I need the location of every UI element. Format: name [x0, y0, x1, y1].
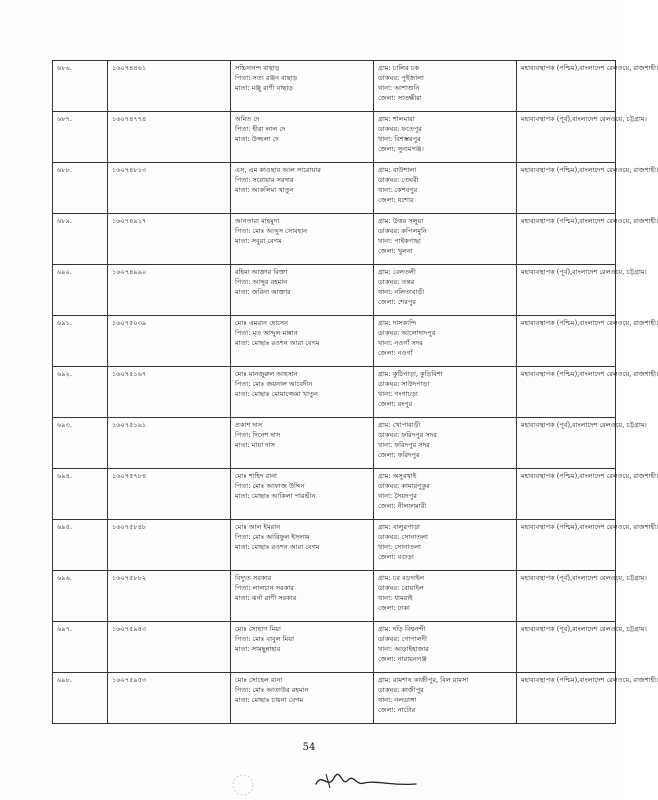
roll-number: ১৬০৭৪৯১৭	[112, 217, 147, 225]
address-thana: থানা: নলডাঙ্গা	[378, 696, 417, 704]
posting-office: মহাব্যবস্থাপক (পশ্চিম),বাংলাদেশ রেলওয়ে, রাজশাহী।	[521, 472, 658, 480]
address-post-office: ডাকঘর: সাউদপাড়া	[378, 380, 430, 388]
posting-cell	[517, 571, 647, 622]
table-row	[53, 469, 616, 520]
mother-name: মাতা: মোছাঃ মোয়াজ্জেমা খাতুন	[235, 390, 318, 398]
roll-number: ১৬০৭৪৪৬১	[112, 64, 147, 72]
address-cell	[374, 163, 517, 214]
father-name: পিতা: মোঃ আব্দুস সোবহান	[235, 227, 308, 235]
candidate-name: প্রকাশ দাস	[235, 421, 263, 429]
serial-cell	[53, 265, 108, 316]
address-district: জেলা: শেরপুর	[378, 298, 417, 306]
candidate-cell	[231, 316, 374, 367]
address-district: জেলা: বগুড়া	[378, 553, 414, 561]
address-district: জেলা: ফরিদপুর	[378, 451, 420, 459]
serial-cell	[53, 61, 108, 112]
posting-cell	[517, 520, 658, 571]
table-row	[53, 265, 616, 316]
roll-number: ১৬০৭৫৭৮৪	[112, 472, 147, 480]
candidate-name: মোঃ মানজুরুল আহসান	[235, 370, 298, 378]
address-district: জেলা: রংপুর	[378, 400, 413, 408]
father-name: পিতা: মোঃ জয়নাল আবেদীন	[235, 380, 313, 388]
address-cell	[374, 265, 517, 316]
father-name: পিতা: আব্দুর রহমান	[235, 278, 288, 286]
candidate-name: অমিত দে	[235, 115, 260, 123]
roll-cell	[108, 469, 231, 520]
address-post-office: ডাকঘর: আলোদাদপুর	[378, 329, 436, 337]
address-post-office: ডাকঘর: তন্তর	[378, 278, 415, 286]
posting-cell	[517, 622, 647, 673]
serial-cell	[53, 367, 108, 418]
roll-cell	[108, 571, 231, 622]
posting-cell	[517, 316, 658, 367]
serial-cell	[53, 316, 108, 367]
posting-office: মহাব্যবস্থাপক (পশ্চিম),বাংলাদেশ রেলওয়ে, রাজশাহী।	[521, 523, 658, 531]
address-cell	[374, 367, 517, 418]
address-thana: থানা: আড়াইহাজার	[378, 645, 429, 653]
serial-number: ৬৮৭.	[57, 115, 72, 123]
address-district: জেলা: সুনামগঞ্জ।	[378, 145, 424, 153]
roll-number: ১৬০৭৫৯৪৩	[112, 625, 147, 633]
table-row	[53, 61, 616, 112]
roll-cell	[108, 316, 231, 367]
address-cell	[374, 61, 517, 112]
roll-cell	[108, 367, 231, 418]
table-row	[53, 418, 616, 469]
posting-office: মহাব্যবস্থাপক (পশ্চিম),বাংলাদেশ রেলওয়ে, রাজশাহী।	[521, 370, 658, 378]
address-post-office: ডাকঘর: বোয়াইল	[378, 584, 424, 592]
candidate-cell	[231, 61, 374, 112]
father-name: পিতা: হীরা লাল দে	[235, 125, 286, 133]
page-number: 54	[302, 742, 316, 753]
father-name: পিতা: মোঃ আরিফুল ইসলাম	[235, 533, 310, 541]
address-village: গ্রাম: অসুরখাই	[378, 472, 417, 480]
table-row	[53, 112, 616, 163]
mother-name: মাতা: সবুরা বেগম	[235, 237, 282, 245]
father-name: পিতা: মোঃ আতাউর রহমান	[235, 686, 309, 694]
table-row	[53, 214, 616, 265]
address-village: গ্রাম: উত্তর সলুয়া	[378, 217, 424, 225]
roll-number: ১৬০৭৫১৯১	[112, 421, 147, 429]
mother-name: মাতা: মোছাঃ রওশন আরা বেগম	[235, 339, 320, 347]
candidate-cell	[231, 112, 374, 163]
posting-cell	[517, 163, 658, 214]
posting-cell	[517, 61, 658, 112]
posting-office: মহাব্যবস্থাপক (পূর্ব),বাংলাদেশ রেলওয়ে, চট্টগ্রাম।	[521, 268, 647, 276]
posting-cell	[517, 214, 658, 265]
posting-cell	[517, 265, 647, 316]
table-row	[53, 367, 616, 418]
candidate-cell	[231, 571, 374, 622]
candidate-name: মোঃ এমরান হোসেন	[235, 319, 289, 327]
address-village: গ্রাম: শালমারা	[378, 115, 415, 123]
address-post-office: ডাকঘর: সোনাতলা	[378, 533, 428, 541]
address-post-office: ডাকঘর: পুইজালা	[378, 74, 424, 82]
address-cell	[374, 622, 517, 673]
candidate-name: আনতারা মাহমুদা	[235, 217, 280, 225]
father-name: পিতা: মৃত আব্দুল মান্নান	[235, 329, 298, 337]
address-thana: থানা: আশাশুনি	[378, 84, 420, 92]
address-thana: থানা: সোনাতলা	[378, 543, 421, 551]
address-post-office: ডাকঘর: কপিলমুনি	[378, 227, 427, 235]
roll-cell	[108, 520, 231, 571]
table-row	[53, 316, 616, 367]
serial-number: ৬৯৭.	[57, 625, 72, 633]
serial-number: ৬৮৬.	[57, 64, 72, 72]
mother-name: মাতা: সামছুন্নাহার	[235, 645, 281, 653]
address-village: গ্রাম: বেলতলী	[378, 268, 416, 276]
serial-number: ৬৯৪.	[57, 472, 72, 480]
candidate-cell	[231, 673, 374, 724]
address-cell	[374, 520, 517, 571]
father-name: পিতা: সত্য রঞ্জন বাছাড়	[235, 74, 298, 82]
serial-number: ৬৯০.	[57, 268, 72, 276]
address-post-office: ডাকঘর: ফতেপুর	[378, 125, 422, 133]
candidate-name: রহিমা আক্তার রিক্তা	[235, 268, 288, 276]
address-cell	[374, 418, 517, 469]
roll-number: ১৬০৭৪৯৯০	[112, 268, 147, 276]
mother-name: মাতা: মোছাঃ রওশন আরা বেগম	[235, 543, 320, 551]
address-thana: থানা: পাইকগাছা	[378, 237, 421, 245]
mother-name: মাতা: ঝর্না রাণী সরকার	[235, 594, 297, 602]
address-village: গ্রাম: খোপাবাড়ী	[378, 421, 421, 429]
address-cell	[374, 571, 517, 622]
address-village: গ্রাম: বাউশালা	[378, 166, 417, 174]
address-village: গ্রাম: চালির চক	[378, 64, 419, 72]
candidate-name: সচ্চিদানন্দ বাছাড়	[235, 64, 280, 72]
table-row	[53, 520, 616, 571]
roll-cell	[108, 622, 231, 673]
address-district: জেলা: নারায়নগঞ্জ	[378, 655, 427, 663]
posting-office: মহাব্যবস্থাপক (পশ্চিম),বাংলাদেশ রেলওয়ে, রাজশাহী।	[521, 64, 658, 72]
serial-number: ৬৯৬.	[57, 574, 72, 582]
candidate-rows	[53, 61, 658, 724]
address-district: জেলা: যশোর	[378, 196, 414, 204]
address-post-office: ডাকঘর: কামারপুকুর	[378, 482, 430, 490]
serial-number: ৬৯৮.	[57, 676, 72, 684]
mother-name: মাতা: মোছাঃ চায়না বেগম	[235, 696, 304, 704]
address-thana: থানা: কেশবপুর	[378, 186, 418, 194]
roll-number: ১৬০৭৪৭৭৪	[112, 115, 147, 123]
address-cell	[374, 673, 517, 724]
posting-office: মহাব্যবস্থাপক (পূর্ব),বাংলাদেশ রেলওয়ে, চট্টগ্রাম।	[521, 625, 647, 633]
address-cell	[374, 214, 517, 265]
posting-office: মহাব্যবস্থাপক (পশ্চিম),বাংলাদেশ রেলওয়ে, রাজশাহী।	[521, 676, 658, 684]
address-post-office: ডাকঘর: গোপালদী	[378, 635, 427, 643]
posting-office: মহাব্যবস্থাপক (পূর্ব),বাংলাদেশ রেলওয়ে, চট্টগ্রাম।	[521, 115, 647, 123]
address-village: গ্রাম: চর বড়দাইল	[378, 574, 425, 582]
address-thana: থানা: ধামরাই	[378, 594, 413, 602]
roll-cell	[108, 61, 231, 112]
table-row	[53, 571, 616, 622]
candidate-cell	[231, 418, 374, 469]
mother-name: মাতা: মায়া দাস	[235, 441, 275, 449]
posting-office: মহাব্যবস্থাপক (পশ্চিম),বাংলাদেশ রেলওয়ে, রাজশাহী।	[521, 166, 658, 174]
roll-number: ১৬০৭৫৯৫৩	[112, 676, 147, 684]
roll-cell	[108, 214, 231, 265]
posting-office: মহাব্যবস্থাপক (পশ্চিম),বাংলাদেশ রেলওয়ে, রাজশাহী।	[521, 217, 658, 225]
serial-number: ৬৮৮.	[57, 166, 72, 174]
serial-number: ৬৮৯.	[57, 217, 72, 225]
candidate-cell	[231, 622, 374, 673]
address-district: জেলা: নওগাঁ	[378, 349, 413, 357]
candidate-name: মোঃ সোহেল রানা	[235, 676, 283, 684]
serial-cell	[53, 571, 108, 622]
candidate-name: মোঃ আল ইমরান	[235, 523, 281, 531]
serial-cell	[53, 520, 108, 571]
candidate-name: মোঃ শাহিদ রানা	[235, 472, 277, 480]
address-thana: থানা: ফরিদপুর সদর	[378, 441, 430, 449]
address-thana: থানা: নওগাঁ সদর	[378, 339, 423, 347]
serial-number: ৬৯১.	[57, 319, 72, 327]
address-thana: থানা: গংগাচড়া	[378, 390, 418, 398]
address-village: গ্রাম: বালুরপাড়া	[378, 523, 420, 531]
address-district: জেলা: ঢাকা	[378, 604, 410, 612]
posting-cell	[517, 673, 658, 724]
address-district: জেলা: সাতক্ষীরা	[378, 94, 422, 102]
faint-stamp-mark	[228, 772, 258, 798]
serial-cell	[53, 214, 108, 265]
address-district: জেলা: খুলনা	[378, 247, 413, 255]
address-cell	[374, 469, 517, 520]
serial-number: ৬৯২.	[57, 370, 72, 378]
posting-cell	[517, 367, 658, 418]
roll-number: ১৬০৭৫১৬৭	[112, 370, 147, 378]
serial-number: ৬৯৫.	[57, 523, 72, 531]
signature	[312, 766, 422, 796]
serial-cell	[53, 469, 108, 520]
address-district: জেলা: নীলফামারী	[378, 502, 427, 510]
address-district: জেলা: নাটোর	[378, 706, 416, 714]
posting-office: মহাব্যবস্থাপক (পূর্ব),বাংলাদেশ রেলওয়ে, চট্টগ্রাম।	[521, 574, 647, 582]
candidate-cell	[231, 265, 374, 316]
address-village: গ্রাম: দড়ি বিশ্বনন্দী	[378, 625, 426, 633]
posting-cell	[517, 418, 647, 469]
candidate-cell	[231, 163, 374, 214]
serial-cell	[53, 622, 108, 673]
father-name: পিতা: মোঃ আফাজ উদ্দিন	[235, 482, 305, 490]
address-thana: থানা: নলিতাবাড়ী	[378, 288, 425, 296]
candidate-cell	[231, 367, 374, 418]
mother-name: মাতা: মোছাঃ আকিলা পারভীন	[235, 492, 316, 500]
candidate-name: বিদ্যুত সরকার	[235, 574, 272, 582]
address-post-office: ডাকঘর: কাজীপুর	[378, 686, 424, 694]
address-cell	[374, 112, 517, 163]
father-name: পিতা: লালচান সরকার	[235, 584, 294, 592]
candidate-name: মোঃ সোহাগ মিয়া	[235, 625, 281, 633]
roll-number: ১৬০৭৪৮১৩	[112, 166, 147, 174]
candidate-name: এস, এম কাওছার আল সারোয়ার	[235, 166, 321, 174]
roll-number: ১৬০৭৫৮৮২	[112, 574, 147, 582]
roll-cell	[108, 673, 231, 724]
father-name: পিতা: সরোয়ার সরদার	[235, 176, 294, 184]
roll-cell	[108, 265, 231, 316]
mother-name: মাতা: মঞ্জু রাণী বাছাড়	[235, 84, 293, 92]
roll-cell	[108, 418, 231, 469]
address-thana: থানা: বিশম্ভরপুর	[378, 135, 421, 143]
candidate-table	[52, 60, 658, 724]
posting-cell	[517, 469, 658, 520]
candidate-cell	[231, 214, 374, 265]
serial-cell	[53, 112, 108, 163]
mother-name: মাতা: উজ্জলা দে	[235, 135, 279, 143]
serial-cell	[53, 673, 108, 724]
father-name: পিতা: দিনেশ দাস	[235, 431, 281, 439]
posting-office: মহাব্যবস্থাপক (পশ্চিম),বাংলাদেশ রেলওয়ে, রাজশাহী।	[521, 319, 658, 327]
address-post-office: ডাকঘর: ফরিদপুর সদর	[378, 431, 437, 439]
candidate-cell	[231, 469, 374, 520]
serial-cell	[53, 418, 108, 469]
address-village: গ্রাম: রামশাষ কাজীপুর, বিল রামসা	[378, 676, 469, 684]
candidate-cell	[231, 520, 374, 571]
address-post-office: ডাকঘর: তেঘরী	[378, 176, 419, 184]
serial-cell	[53, 163, 108, 214]
roll-cell	[108, 112, 231, 163]
table-row	[53, 622, 616, 673]
roll-number: ১৬০৭৫০৩৯	[112, 319, 147, 327]
father-name: পিতা: মোঃ বাবুল মিয়া	[235, 635, 295, 643]
posting-cell	[517, 112, 647, 163]
address-thana: থানা: সৈয়দপুর	[378, 492, 417, 500]
address-village: গ্রাম: দাসকান্দি	[378, 319, 417, 327]
serial-number: ৬৯৩.	[57, 421, 72, 429]
roll-cell	[108, 163, 231, 214]
table-row	[53, 673, 616, 724]
address-cell	[374, 316, 517, 367]
posting-office: মহাব্যবস্থাপক (পূর্ব),বাংলাদেশ রেলওয়ে, চট্টগ্রাম।	[521, 421, 647, 429]
mother-name: মাতা: জরিনা আক্তার	[235, 288, 291, 296]
table-row	[53, 163, 616, 214]
address-village: গ্রাম: কুঠিপাড়া, কুড়িবিশা	[378, 370, 443, 378]
mother-name: মাতা: আকলিমা খাতুন	[235, 186, 294, 194]
roll-number: ১৬০৭৫৮৪৮	[112, 523, 147, 531]
